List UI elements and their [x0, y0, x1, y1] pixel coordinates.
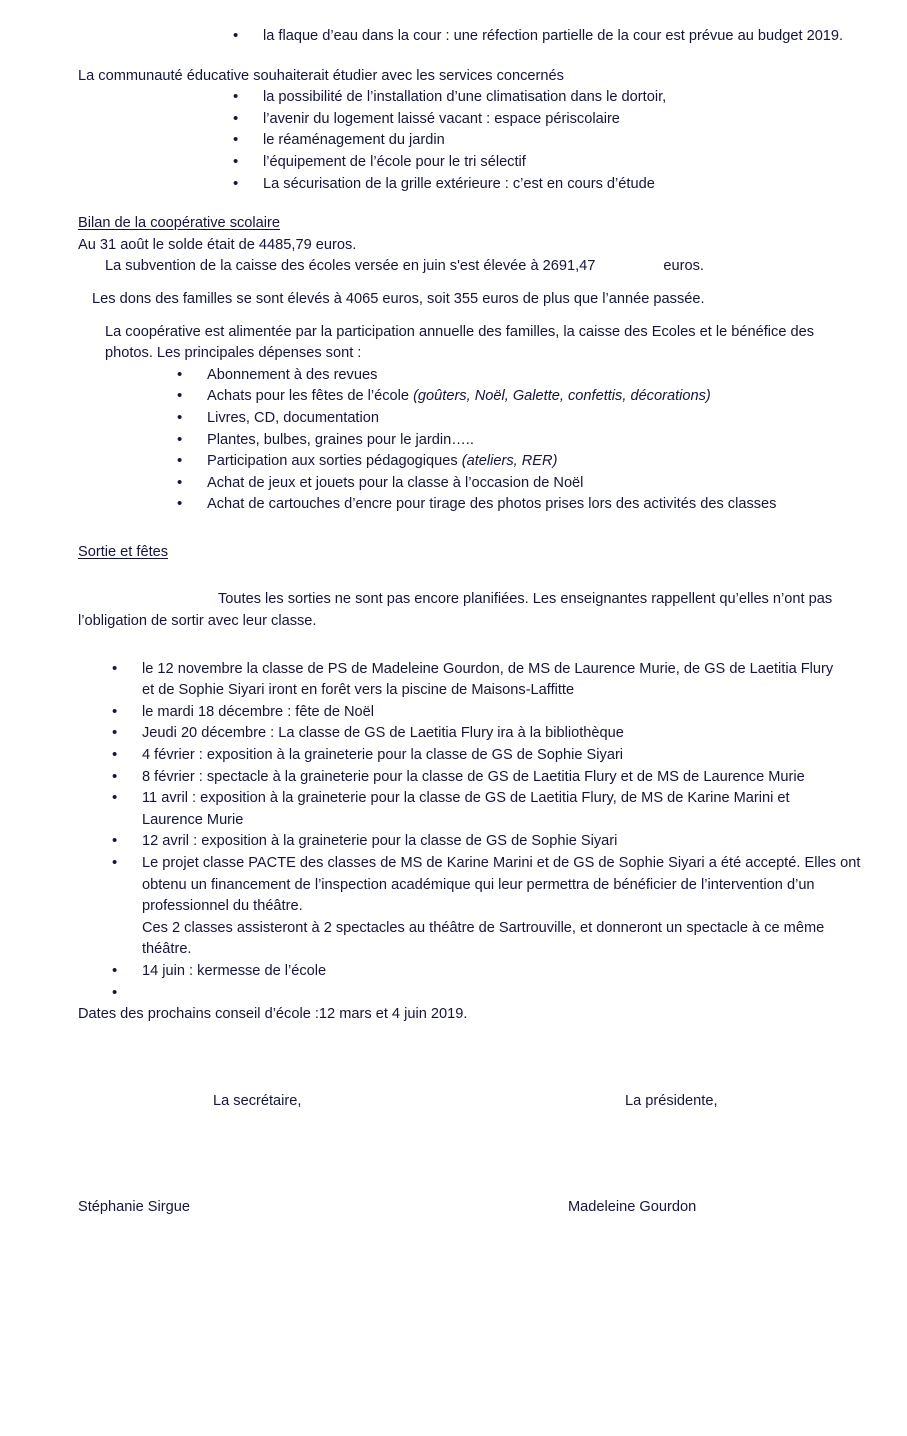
- expense-text: Achat de cartouches d’encre pour tirage des photos prises lors des activités des classes: [207, 496, 777, 513]
- list-item: • la possibilité de l’installation d’une climatisation dans le dortoir,: [233, 87, 907, 109]
- signature-gap: [0, 1115, 907, 1197]
- list-item: • le 12 novembre la classe de PS de Madeleine Gourdon, de MS de Laurence Murie, de GS de Laetitia Flury et de Sophie Siyari iront en forêt vers la piscine de Maisons-Laffitte: [112, 659, 845, 702]
- list-item: • l’avenir du logement laissé vacant : espace périscolaire: [233, 109, 907, 131]
- list-item: • 12 avril : exposition à la graineterie pour la classe de GS de Sophie Siyari: [112, 831, 907, 853]
- list-item: [177, 473, 907, 495]
- spacer-before-dons: [0, 278, 907, 289]
- list-item: [177, 451, 907, 473]
- events-bullet-list: [112, 659, 907, 1004]
- event-pacte-extra: Ces 2 classes assisteront à 2 spectacles au théâtre de Sartrouville, et donneront un spectacle à ce même théâtre.: [142, 919, 825, 958]
- list-item: • le mardi 18 décembre : fête de Noël: [112, 702, 907, 724]
- coop-balance-line: Au 31 août le solde était de 4485,79 euros.: [78, 236, 357, 253]
- expense-note: (goûters, Noël, Galette, confettis, décorations): [413, 388, 711, 405]
- list-item: • La sécurisation de la grille extérieure : c’est en cours d’étude: [233, 174, 907, 196]
- list-item: • 4 février : exposition à la graineterie pour la classe de GS de Sophie Siyari: [112, 745, 907, 767]
- signature-name-president: Madeleine Gourdon: [568, 1199, 697, 1216]
- list-item: [112, 983, 907, 1004]
- spacer-before-coop: [0, 195, 907, 213]
- expenses-bullet-list: [177, 365, 907, 516]
- sorties-intro-text: Toutes les sorties ne sont pas encore planifiées. Les enseignantes rappellent qu’elles n’ont pas l’obligation de sortir avec leur classe.: [78, 591, 833, 630]
- list-item: [177, 386, 907, 408]
- signature-title-secretary: La secrétaire,: [213, 1093, 302, 1110]
- list-item: [177, 430, 907, 452]
- coop-subsidy-text: La subvention de la caisse des écoles versée en juin s'est élevée à 2691,47: [105, 258, 596, 275]
- list-item: • le réaménagement du jardin: [233, 130, 907, 152]
- sorties-intro-paragraph: [78, 589, 845, 632]
- list-item: • la flaque d’eau dans la cour : une réfection partielle de la cour est prévue au budget 2019.: [233, 26, 907, 48]
- intro-paragraph: La communauté éducative souhaiterait étudier avec les services concernés: [78, 67, 564, 84]
- expense-text: Participation aux sorties pédagogiques: [207, 453, 462, 470]
- list-item: [177, 408, 907, 430]
- section-heading-cooperative: Bilan de la coopérative scolaire: [78, 215, 280, 232]
- top-spacer: [0, 0, 907, 26]
- coop-subsidy-line: [105, 256, 907, 278]
- next-meetings-line: Dates des prochains conseil d’école :12 mars et 4 juin 2019.: [78, 1005, 468, 1022]
- signature-name-secretary: Stéphanie Sirgue: [78, 1199, 190, 1216]
- list-item: • l’équipement de l’école pour le tri sélectif: [233, 152, 907, 174]
- signature-titles-row: [0, 1091, 907, 1115]
- study-bullet-list: [233, 87, 907, 195]
- list-item: • 14 juin : kermesse de l’école: [112, 961, 907, 983]
- signature-names-row: [0, 1197, 907, 1221]
- list-item: [112, 853, 877, 961]
- spacer-before-signatures-2: [0, 1065, 907, 1091]
- event-pacte-text: Le projet classe PACTE des classes de MS de Karine Marini et de GS de Sophie Siyari a été accepté. Elles ont obtenu un financement de l’inspection académique qui leur permettra de bénéficier de l’intervention d’un professionnel du théâtre.: [142, 855, 861, 915]
- signature-title-president: La présidente,: [625, 1093, 718, 1110]
- section-heading-sorties: Sortie et fêtes: [78, 543, 169, 560]
- spacer-after-top-bullets: [0, 48, 907, 66]
- expense-text: Abonnement à des revues: [207, 366, 378, 383]
- coop-subsidy-unit: euros.: [663, 258, 704, 275]
- list-item: [177, 494, 907, 516]
- list-item: [177, 365, 907, 387]
- expense-text: Achat de jeux et jouets pour la classe à l’occasion de Noël: [207, 474, 584, 491]
- coop-donations-line: Les dons des familles se sont élevés à 4065 euros, soit 355 euros de plus que l’année passée.: [92, 290, 705, 307]
- spacer-after-sorties-heading: [0, 563, 907, 589]
- list-item: • 8 février : spectacle à la graineterie pour la classe de GS de Laetitia Flury et de MS de Laurence Murie: [112, 767, 907, 789]
- spacer-before-signatures: [0, 1025, 907, 1065]
- expense-text: Livres, CD, documentation: [207, 409, 379, 426]
- list-item: • Jeudi 20 décembre : La classe de GS de Laetitia Flury ira à la bibliothèque: [112, 723, 907, 745]
- expense-text: Achats pour les fêtes de l’école: [207, 388, 414, 405]
- spacer-before-alimentee: [0, 311, 907, 322]
- list-item: • 11 avril : exposition à la graineterie pour la classe de GS de Laetitia Flury, de MS de Karine Marini et Laurence Murie: [112, 788, 845, 831]
- spacer-before-sorties: [0, 516, 907, 542]
- coop-funding-paragraph: La coopérative est alimentée par la participation annuelle des familles, la caisse des Ecoles et le bénéfice des photos. Les principales dépenses sont :: [105, 323, 815, 362]
- expense-note: (ateliers, RER): [461, 453, 558, 470]
- expense-text: Plantes, bulbes, graines pour le jardin…..: [207, 431, 474, 448]
- spacer-before-events: [0, 633, 907, 659]
- top-bullet-list: [233, 26, 907, 48]
